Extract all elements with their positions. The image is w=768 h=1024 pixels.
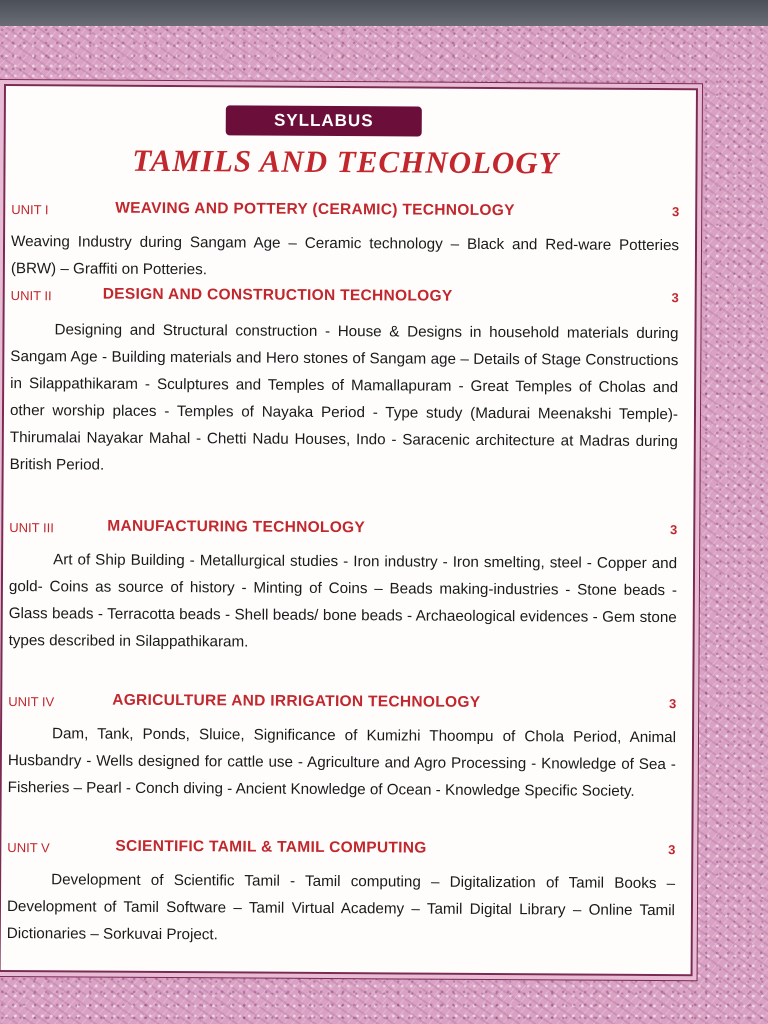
unit-1-title: WEAVING AND POTTERY (CERAMIC) TECHNOLOGY (115, 199, 515, 220)
syllabus-page (0, 84, 698, 976)
syllabus-badge: SYLLABUS (226, 105, 422, 136)
unit-4-heading (8, 690, 680, 716)
unit-2-credits: 3 (671, 290, 679, 306)
unit-3-code: UNIT III (9, 520, 54, 536)
unit-1-credits: 3 (671, 204, 680, 220)
unit-4-code: UNIT IV (8, 694, 55, 710)
background-strip (0, 0, 768, 26)
unit-5-heading (7, 836, 679, 862)
unit-1-description: Weaving Industry during Sangam Age – Ceramic technology – Black and Red-ware Potteries (BRW) – Graffiti on Potteries. (10, 233, 680, 279)
unit-3-title: MANUFACTURING TECHNOLOGY (107, 517, 366, 537)
unit-5-credits: 3 (668, 842, 676, 858)
unit-2-heading (11, 284, 683, 310)
unit-2-code: UNIT II (10, 288, 52, 304)
unit-2-description: Designing and Structural construction - House & Designs in household materials during Sangam Age - Building materials and Hero stones of Sangam age – Details of Stage Constructions in Silappathikaram - Sculptures and Temples of Mamallapuram - Great Temples of Cholas and other worship places - Temples of Nayaka Period - Type study (Madurai Meenakshi Temple)- Thirumalai Nayakar Mahal - Chetti Nadu Houses, Indo - Saracenic architecture at Madras during British Period. (9, 321, 679, 474)
unit-3-description: Art of Ship Building - Metallurgical studies - Iron industry - Iron smelting, steel - Copper and gold- Coins as source of history - Minting of Coins – Beads making-industries - Stone beads - Glass beads - Terracotta beads - Shell beads/ bone beads - Archaeological evidences - Gem stone types described in Silappathikaram. (8, 551, 678, 651)
unit-1-code: UNIT I (11, 202, 49, 218)
unit-5-code: UNIT V (7, 840, 50, 856)
unit-3-credits: 3 (670, 522, 678, 538)
unit-4-title: AGRICULTURE AND IRRIGATION TECHNOLOGY (112, 691, 481, 711)
unit-4-credits: 3 (668, 696, 677, 712)
page-title: TAMILS AND TECHNOLOGY (132, 142, 559, 181)
unit-5-title: SCIENTIFIC TAMIL & TAMIL COMPUTING (115, 837, 427, 857)
unit-5-description: Development of Scientific Tamil - Tamil computing – Digitalization of Tamil Books – Development of Tamil Software – Tamil Virtual Academy – Tamil Digital Library – Online Tamil Dictionaries – Sorkuvai Project. (6, 871, 676, 944)
unit-3-heading (9, 516, 681, 542)
unit-1-heading (11, 198, 683, 224)
unit-4-description: Dam, Tank, Ponds, Sluice, Significance of Kumizhi Thoompu of Chola Period, Animal Husbandry - Wells designed for cattle use - Agriculture and Agro Processing - Knowledge of Sea - Fisheries – Pearl - Conch diving - Ancient Knowledge of Ocean - Knowledge Specific Society. (7, 725, 677, 800)
unit-2-title: DESIGN AND CONSTRUCTION TECHNOLOGY (102, 285, 453, 305)
